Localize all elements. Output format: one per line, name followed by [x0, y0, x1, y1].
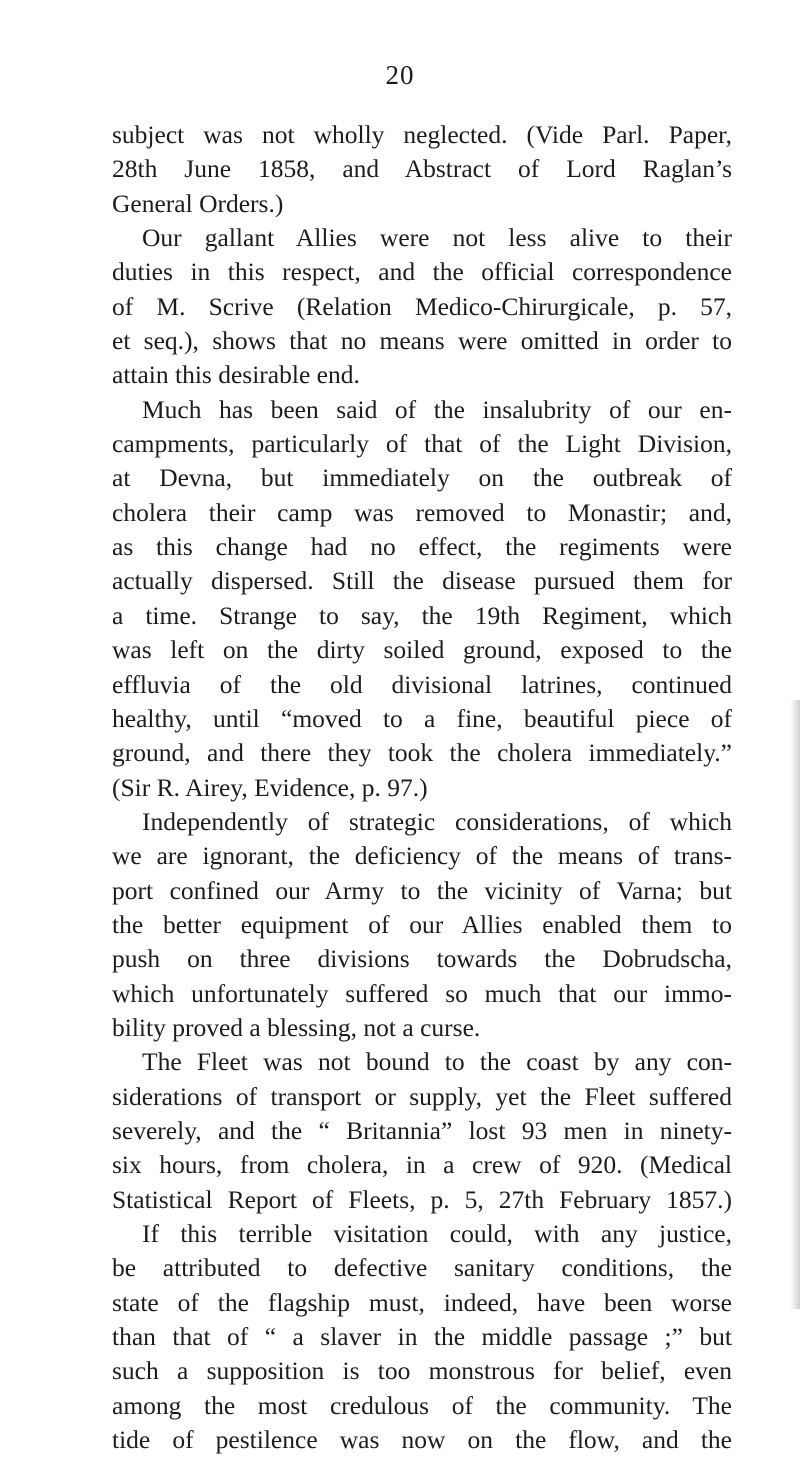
text-line: at Devna, but immediately on the outbreak of — [112, 463, 732, 493]
text-line: ground, and there they took the cholera immediately.” — [112, 738, 732, 768]
text-line: The Fleet was not bound to the coast by any con- — [142, 1047, 732, 1077]
text-line: than that of “ a slaver in the middle passage ;” but — [112, 1322, 732, 1352]
text-line: General Orders.) — [112, 188, 284, 218]
text-line: bility proved a blessing, not a curse. — [112, 1012, 481, 1042]
text-line: campments, particularly of that of the Light Division, — [112, 429, 732, 459]
text-line: cholera their camp was removed to Monastir; and, — [112, 497, 732, 527]
text-line: severely, and the “ Britannia” lost 93 men in ninety- — [112, 1115, 732, 1145]
text-line: state of the flagship must, indeed, have been worse — [112, 1287, 732, 1317]
text-line: a time. Strange to say, the 19th Regiment, which — [112, 600, 732, 630]
text-line: which unfortunately suffered so much that our immo- — [112, 978, 732, 1008]
text-line: If this terrible visitation could, with any justice, — [142, 1219, 732, 1248]
text-line: Independently of strategic considerations, of which — [142, 806, 732, 836]
text-line: the better equipment of our Allies enabled them to — [112, 909, 732, 939]
text-line: duties in this respect, and the official correspondence — [112, 257, 732, 287]
text-line: et seq.), shows that no means were omitted in order to — [112, 326, 732, 356]
text-line: tide of pestilence was now on the flow, and the — [112, 1425, 732, 1455]
text-line: siderations of transport or supply, yet the Fleet suffered — [112, 1081, 732, 1111]
page-number: 20 — [385, 60, 415, 90]
text-line: effluvia of the old divisional latrines, continued — [112, 669, 732, 699]
text-line: we are ignorant, the deficiency of the means of trans- — [112, 841, 732, 871]
text-line: push on three divisions towards the Dobrudscha, — [112, 944, 732, 974]
text-line: of M. Scrive (Relation Medico-Chirurgicale, p. 57, — [112, 291, 732, 321]
page-edge-shadow — [790, 700, 800, 1309]
text-line: actually dispersed. Still the disease pursued them for — [112, 566, 732, 596]
text-line: Statistical Report of Fleets, p. 5, 27th February 1857.) — [112, 1184, 732, 1214]
text-line: attain this desirable end. — [112, 360, 360, 390]
text-line: such a supposition is too monstrous for belief, even — [112, 1356, 732, 1386]
body-text — [112, 118, 732, 1457]
text-line: subject was not wholly neglected. (Vide Parl. Paper, — [112, 120, 732, 149]
text-line: Our gallant Allies were not less alive to their — [142, 223, 732, 253]
text-line: port confined our Army to the vicinity of Varna; but — [112, 875, 732, 905]
text-line: Much has been said of the insalubrity of our en- — [142, 394, 732, 424]
text-line: be attributed to defective sanitary conditions, the — [112, 1253, 732, 1283]
text-line: six hours, from cholera, in a crew of 920. (Medical — [112, 1150, 732, 1180]
text-line: healthy, until “moved to a fine, beautiful piece of — [112, 703, 732, 733]
text-line: was left on the dirty soiled ground, exposed to the — [112, 635, 732, 665]
text-line: (Sir R. Airey, Evidence, p. 97.) — [112, 772, 428, 802]
text-line: among the most credulous of the community. The — [112, 1390, 732, 1420]
text-line: as this change had no effect, the regiments were — [112, 532, 732, 562]
text-line: 28th June 1858, and Abstract of Lord Raglan’s — [112, 154, 732, 184]
